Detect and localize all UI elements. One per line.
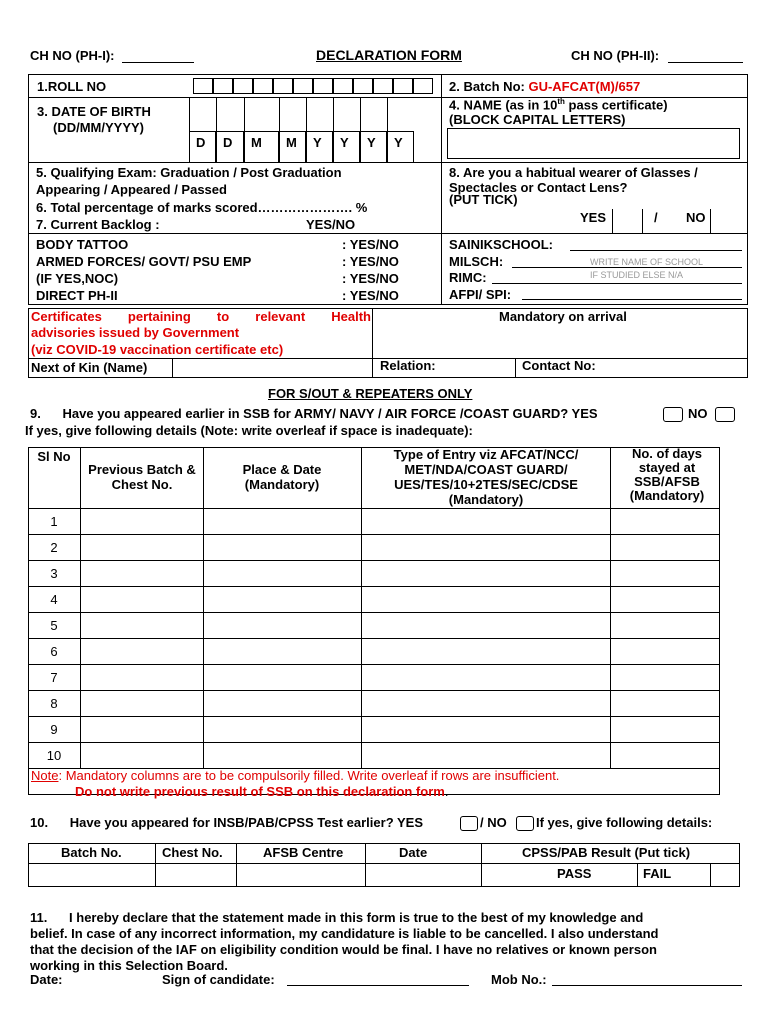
school-hint-2: IF STUDIED ELSE N/A	[590, 270, 684, 280]
next-of-kin-field[interactable]	[178, 360, 368, 376]
contact-no-label: Contact No:	[522, 358, 596, 373]
note-2-dot: .	[444, 784, 449, 799]
col-line	[155, 843, 156, 887]
q5-options: Appearing / Appeared / Passed	[36, 182, 227, 197]
name-label	[449, 97, 668, 112]
direct-ph2-label: DIRECT PH-II	[36, 288, 118, 303]
date-label: Date:	[30, 972, 63, 987]
dob-cell[interactable]	[360, 131, 387, 162]
col-line	[80, 447, 81, 769]
name-label-2: (BLOCK CAPITAL LETTERS)	[449, 112, 626, 127]
declaration-line: 11. I hereby declare that the statement made in this form is true to the best of my knowledge and	[30, 910, 644, 925]
dob-grid-line	[360, 97, 361, 131]
kin-divider	[372, 358, 373, 378]
dob-grid-line	[306, 97, 307, 131]
q9-yes-checkbox[interactable]	[663, 407, 683, 422]
q9-instruction: If yes, give following details (Note: write overleaf if space is inadequate):	[25, 423, 473, 438]
table-row[interactable]	[28, 664, 720, 665]
kin-divider	[172, 358, 173, 378]
dob-cell[interactable]	[333, 131, 360, 162]
relation-label: Relation:	[380, 358, 436, 373]
col-line	[365, 843, 366, 887]
dob-cell-label: Y	[340, 135, 349, 150]
table-row[interactable]	[28, 690, 720, 691]
mob-label: Mob No.:	[491, 972, 547, 987]
ch-no-ph1-field[interactable]	[122, 62, 194, 63]
result-pass[interactable]: PASS	[557, 866, 592, 881]
next-of-kin-label: Next of Kin (Name)	[31, 360, 148, 375]
col-date: Date	[399, 845, 428, 860]
table-row[interactable]	[28, 638, 720, 639]
table-row[interactable]	[28, 534, 720, 535]
body-tattoo-label: BODY TATTOO	[36, 237, 129, 252]
dob-grid-line	[333, 97, 334, 131]
q8-instruction: (PUT TICK)	[449, 192, 518, 207]
q8-text-2: Spectacles or Contact Lens?	[449, 180, 628, 195]
dob-cell[interactable]	[387, 131, 414, 162]
dob-cell-label: Y	[367, 135, 376, 150]
rimc-label: RIMC:	[449, 270, 487, 285]
col-line	[236, 843, 237, 887]
col-line	[361, 447, 362, 769]
q7-options[interactable]: YES/NO	[306, 217, 356, 232]
row-divider	[28, 233, 748, 234]
dob-cell[interactable]	[216, 131, 244, 162]
sainik-school-field[interactable]	[570, 250, 742, 251]
armed-forces-label: ARMED FORCES/ GOVT/ PSU EMP	[36, 254, 252, 269]
signature-field[interactable]	[287, 985, 469, 986]
col-line	[481, 843, 482, 887]
glasses-no[interactable]: NO	[686, 210, 706, 225]
row-number: 5	[50, 618, 58, 633]
form-title: DECLARATION FORM	[316, 47, 462, 63]
col-line	[637, 863, 638, 887]
sign-label: Sign of candidate:	[162, 972, 275, 987]
q10-yes-checkbox[interactable]	[460, 816, 478, 831]
note-label: Note	[31, 768, 59, 783]
dob-cell[interactable]	[306, 131, 333, 162]
dob-label: 3. DATE OF BIRTH	[37, 104, 151, 119]
table-row[interactable]	[28, 716, 720, 717]
sout-heading: FOR S/OUT & REPEATERS ONLY	[268, 386, 473, 401]
col-chest-no: Chest No.	[162, 845, 223, 860]
row-number: 6	[50, 644, 58, 659]
mandatory-on-arrival: Mandatory on arrival	[499, 309, 627, 324]
col-previous-batch: Previous Batch & Chest No.	[88, 462, 196, 492]
q8-text: 8. Are you a habitual wearer of Glasses /	[449, 165, 698, 180]
dob-cell-label: D	[223, 135, 233, 150]
dob-cell-label: Y	[394, 135, 403, 150]
name-label-a: 4. NAME (as in 10	[449, 97, 558, 113]
mob-field[interactable]	[552, 985, 742, 986]
armed-yesno[interactable]: : YES/NO	[342, 254, 399, 269]
q10-instruction: If yes, give following details:	[536, 815, 713, 830]
ch-no-ph1-label: CH NO (PH-I):	[30, 48, 115, 63]
q9-no-checkbox[interactable]	[715, 407, 735, 422]
col-cpss-result: CPSS/PAB Result (Put tick)	[522, 845, 691, 860]
name-input[interactable]	[447, 128, 740, 159]
dob-grid-line	[244, 97, 245, 131]
direct-yesno[interactable]: : YES/NO	[342, 288, 399, 303]
kin-divider	[515, 358, 516, 378]
table-row[interactable]	[28, 560, 720, 561]
row-number: 2	[50, 540, 58, 555]
rimc-field[interactable]	[492, 283, 742, 284]
batch-no	[449, 79, 640, 94]
col-line	[710, 863, 711, 887]
table-row[interactable]	[28, 586, 720, 587]
dob-cell[interactable]	[189, 131, 216, 162]
certificates-text-2: advisories issued by Government	[31, 325, 240, 340]
dob-cell-label: Y	[313, 135, 322, 150]
cert-divider	[372, 308, 373, 358]
row-number: 8	[50, 696, 58, 711]
q10-no-label: / NO	[480, 815, 507, 830]
col-line	[610, 447, 611, 769]
note-2-text: Do not write previous result of SSB on this declaration form	[75, 784, 445, 799]
q6-text: 6. Total percentage of marks scored…………………. %	[36, 200, 368, 215]
name-label-sup: th	[557, 97, 565, 106]
glasses-yes[interactable]: YES	[580, 210, 607, 225]
col-afsb-centre: AFSB Centre	[263, 845, 344, 860]
q10-text: 10. Have you appeared for INSB/PAB/CPSS Test earlier? YES	[30, 815, 424, 830]
declaration-line: that the decision of the IAF on eligibility condition would be final. I have no relatives or known person	[30, 942, 657, 957]
table-row[interactable]	[28, 742, 720, 743]
declaration-line: belief. In case of any incorrect information, my candidature is liable to be cancelled. I also understand	[30, 926, 659, 941]
declaration-line: working in this Selection Board.	[30, 958, 228, 973]
dob-grid-line	[279, 97, 280, 131]
row-number: 7	[50, 670, 58, 685]
name-label-b: pass certificate)	[564, 97, 668, 113]
declaration-text	[30, 894, 730, 990]
table-note	[31, 768, 559, 783]
dob-cell-label: M	[251, 135, 262, 150]
dob-cell[interactable]	[244, 131, 279, 162]
dob-cell[interactable]	[279, 131, 306, 162]
afpi-field[interactable]	[522, 299, 742, 300]
certificates-text-1: Certificates pertaining to relevant Health	[31, 309, 371, 324]
batch-no-label: 2. Batch No:	[449, 79, 529, 94]
table-row[interactable]	[28, 508, 720, 509]
tick-box-line	[642, 209, 643, 233]
roll-no-label: 1.ROLL NO	[37, 79, 107, 94]
q9-no-label: NO	[688, 406, 708, 421]
row-line	[28, 863, 740, 864]
noc-label: (IF YES,NOC)	[36, 271, 119, 286]
col-entry-type: Type of Entry viz AFCAT/NCC/ MET/NDA/COAST GUARD/ UES/TES/10+2TES/SEC/CDSE (Mandatory)	[393, 447, 579, 507]
ch-no-ph2-field[interactable]	[668, 62, 743, 63]
col-batch-no: Batch No.	[61, 845, 122, 860]
ch-no-ph2-label: CH NO (PH-II):	[571, 48, 660, 63]
dob-cell-label: M	[286, 135, 297, 150]
tattoo-yesno[interactable]: : YES/NO	[342, 237, 399, 252]
q5-text: 5. Qualifying Exam: Graduation / Post Graduation	[36, 165, 342, 180]
col-line	[203, 447, 204, 769]
q9-text: 9. Have you appeared earlier in SSB for ARMY/ NAVY / AIR FORCE /COAST GUARD? YES	[30, 406, 598, 421]
dob-grid-line	[216, 97, 217, 131]
row-divider	[28, 162, 748, 163]
noc-yesno[interactable]: : YES/NO	[342, 271, 399, 286]
q10-no-checkbox[interactable]	[516, 816, 534, 831]
row-number: 10	[46, 748, 62, 763]
col-sl-no: Sl No	[37, 449, 71, 464]
note-text: : Mandatory columns are to be compulsorily filled. Write overleaf if rows are insufficient.	[58, 768, 560, 783]
milsch-field[interactable]	[512, 267, 742, 268]
row-number: 9	[50, 722, 58, 737]
row-number: 4	[50, 592, 58, 607]
tick-box-line	[710, 209, 711, 233]
row-number: 1	[50, 514, 58, 529]
afpi-label: AFPI/ SPI:	[449, 287, 512, 302]
milsch-label: MILSCH:	[449, 254, 504, 269]
dob-cell-label: D	[196, 135, 206, 150]
glasses-slash: /	[654, 210, 658, 225]
row-number: 3	[50, 566, 58, 581]
dob-format: (DD/MM/YYYY)	[53, 120, 144, 135]
dob-grid-line	[387, 97, 388, 131]
batch-no-value: GU-AFCAT(M)/657	[528, 79, 641, 94]
table-row[interactable]	[28, 612, 720, 613]
tick-box-line	[612, 209, 613, 233]
certificates-text-3: (viz COVID-19 vaccination certificate etc)	[31, 342, 284, 357]
result-fail[interactable]: FAIL	[643, 866, 672, 881]
school-hint-1: WRITE NAME OF SCHOOL	[590, 257, 704, 267]
q7-text: 7. Current Backlog :	[36, 217, 160, 232]
section-divider	[441, 74, 442, 305]
table-note-2	[75, 784, 448, 799]
col-days-stayed: No. of days stayed at SSB/AFSB (Mandatory)	[629, 446, 705, 503]
sainik-school-label: SAINIKSCHOOL:	[449, 237, 553, 252]
col-place-date: Place & Date (Mandatory)	[242, 462, 322, 492]
